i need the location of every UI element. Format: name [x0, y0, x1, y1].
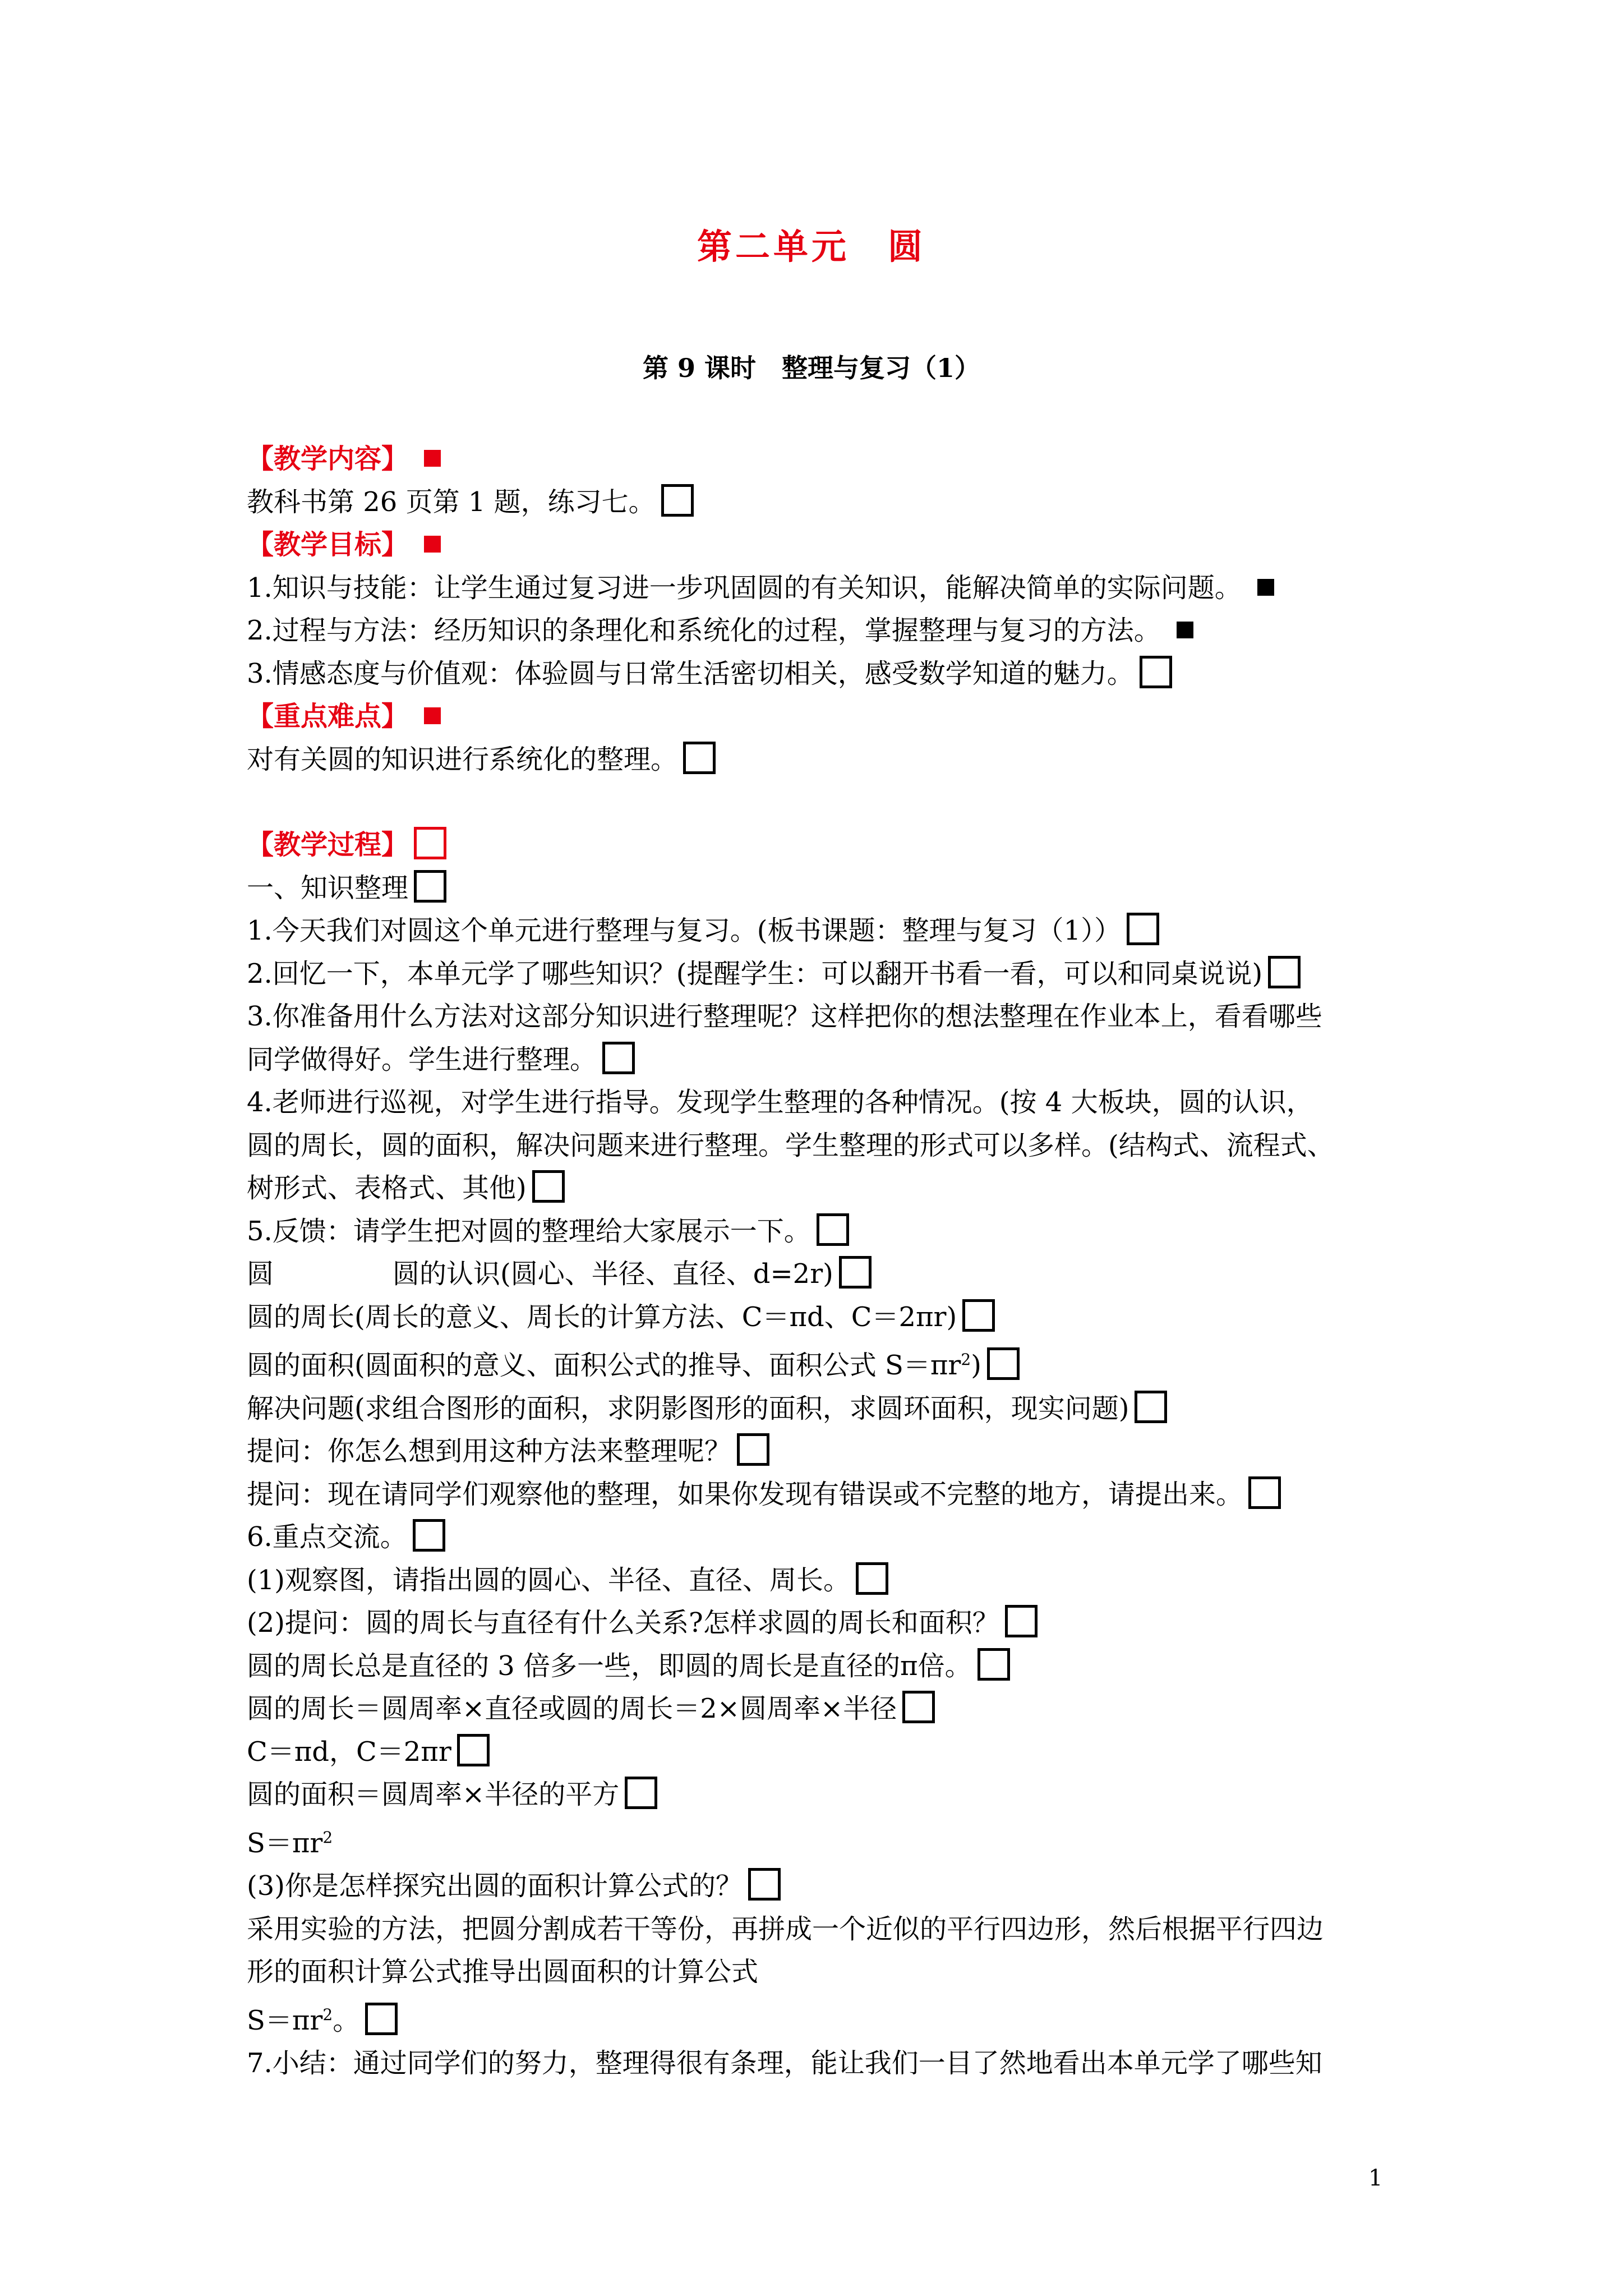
process-line: 圆的周长总是直径的 3 倍多一些，即圆的周长是直径的π倍。: [247, 1645, 1391, 1688]
checkbox-icon: [457, 1734, 490, 1766]
goal-2: 2.过程与方法：经历知识的条理化和系统化的过程，掌握整理与复习的方法。: [247, 609, 1391, 652]
checkbox-icon: [1268, 956, 1301, 988]
process-line: 圆 圆的认识(圆心、半径、直径、d=2r): [247, 1253, 1391, 1296]
process-line: 同学做得好。学生进行整理。: [247, 1038, 1391, 1082]
checkbox-icon: [978, 1648, 1010, 1681]
red-square-icon: [424, 536, 441, 553]
process-line: 2.回忆一下，本单元学了哪些知识？(提醒学生：可以翻开书看一看，可以和同桌说说): [247, 953, 1391, 996]
process-line: 圆的面积(圆面积的意义、面积公式的推导、面积公式 $S=\pi r^2$): [247, 1338, 1391, 1387]
page-number: 1: [1368, 2165, 1383, 2191]
key-text: 对有关圆的知识进行系统化的整理。: [247, 738, 1391, 781]
process-line: 采用实验的方法，把圆分割成若干等份，再拼成一个近似的平行四边形，然后根据平行四边: [247, 1913, 1324, 1945]
process-line: 3.你准备用什么方法对这部分知识进行整理呢？这样把你的想法整理在作业本上，看看哪些: [247, 1001, 1322, 1032]
checkbox-icon: [1248, 1476, 1281, 1509]
process-line: 一、知识整理: [247, 867, 1391, 910]
checkbox-icon: [737, 1433, 769, 1466]
process-line: (1)观察图，请指出圆的圆心、半径、直径、周长。: [247, 1559, 1391, 1602]
checkbox-icon: [748, 1868, 781, 1901]
checkbox-icon: [1140, 656, 1172, 688]
process-line: $S=\pi r^2$: [247, 1827, 333, 1859]
checkbox-icon: [683, 742, 716, 774]
content-text: 教科书第 26 页第 1 题，练习七。: [247, 481, 1391, 524]
checkbox-icon: [413, 1519, 445, 1552]
lesson-content: [247, 438, 1391, 2085]
heading-text: 【教学内容】: [247, 443, 409, 475]
checkbox-icon: [532, 1170, 565, 1203]
section-heading-content: [247, 438, 1391, 481]
process-line: 提问：现在请同学们观察他的整理，如果你发现有错误或不完整的地方，请提出来。: [247, 1473, 1391, 1516]
unit-title: 第二单元 圆: [697, 226, 926, 267]
process-line: 4.老师进行巡视，对学生进行指导。发现学生整理的各种情况。(按 4 大板块，圆的认识，: [247, 1087, 1313, 1118]
checkbox-icon: [856, 1562, 888, 1595]
checkbox-icon: [414, 870, 446, 903]
process-line: 7.小结：通过同学们的努力，整理得很有条理，能让我们一目了然地看出本单元学了哪些知: [247, 2047, 1322, 2079]
black-square-icon: [1177, 622, 1193, 638]
section-heading-key: 【重点难点】: [247, 695, 1391, 738]
checkbox-icon: [602, 1042, 635, 1074]
process-line: 形的面积计算公式推导出圆面积的计算公式: [247, 1956, 759, 1987]
goal-1: 1.知识与技能：让学生通过复习进一步巩固圆的有关知识，能解决简单的实际问题。: [247, 567, 1391, 610]
process-line: 提问：你怎么想到用这种方法来整理呢？: [247, 1430, 1391, 1473]
checkbox-icon: [1005, 1605, 1038, 1637]
checkbox-icon: [987, 1347, 1020, 1380]
goal-3: 3.情感态度与价值观：体验圆与日常生活密切相关，感受数学知道的魅力。: [247, 652, 1391, 696]
process-line: (3)你是怎样探究出圆的面积计算公式的？: [247, 1865, 1391, 1908]
process-line: 6.重点交流。: [247, 1516, 1391, 1559]
checkbox-icon: [902, 1691, 935, 1723]
process-line: (2)提问：圆的周长与直径有什么关系?怎样求圆的周长和面积？: [247, 1602, 1391, 1645]
checkbox-icon: [625, 1777, 657, 1809]
process-line: 解决问题(求组合图形的面积，求阴影图形的面积，求圆环面积，现实问题): [247, 1387, 1391, 1430]
lesson-subtitle: 第 9 课时 整理与复习（1）: [642, 353, 981, 383]
checkbox-icon: [962, 1299, 995, 1332]
section-heading-process: 【教学过程】: [247, 823, 1391, 867]
checkbox-icon: [1127, 913, 1159, 945]
spacer: [247, 781, 1391, 823]
process-line: C＝πd，C＝2πr: [247, 1731, 1391, 1774]
process-line: 5.反馈：请学生把对圆的整理给大家展示一下。: [247, 1210, 1391, 1253]
process-line: 圆的面积＝圆周率×半径的平方: [247, 1773, 1391, 1816]
process-line: $S=\pi r^2$。: [247, 1994, 1391, 2042]
red-checkbox-icon: [414, 827, 446, 859]
red-square-icon: [424, 707, 441, 724]
red-square-icon: [424, 450, 441, 467]
checkbox-icon: [817, 1213, 849, 1246]
process-line: 圆的周长，圆的面积，解决问题来进行整理。学生整理的形式可以多样。(结构式、流程式、: [247, 1129, 1334, 1161]
process-line: 树形式、表格式、其他): [247, 1167, 1391, 1210]
checkbox-icon: [365, 2003, 398, 2035]
black-square-icon: [1257, 579, 1274, 596]
process-line: 1.今天我们对圆这个单元进行整理与复习。(板书课题：整理与复习（1））: [247, 909, 1391, 953]
process-line: 圆的周长(周长的意义、周长的计算方法、C＝πd、C＝2πr): [247, 1296, 1391, 1339]
checkbox-icon: [1135, 1391, 1167, 1423]
checkbox-icon: [661, 484, 694, 517]
section-heading-goals: 【教学目标】: [247, 523, 1391, 567]
checkbox-icon: [839, 1256, 872, 1289]
process-line: 圆的周长＝圆周率×直径或圆的周长＝2×圆周率×半径: [247, 1687, 1391, 1731]
